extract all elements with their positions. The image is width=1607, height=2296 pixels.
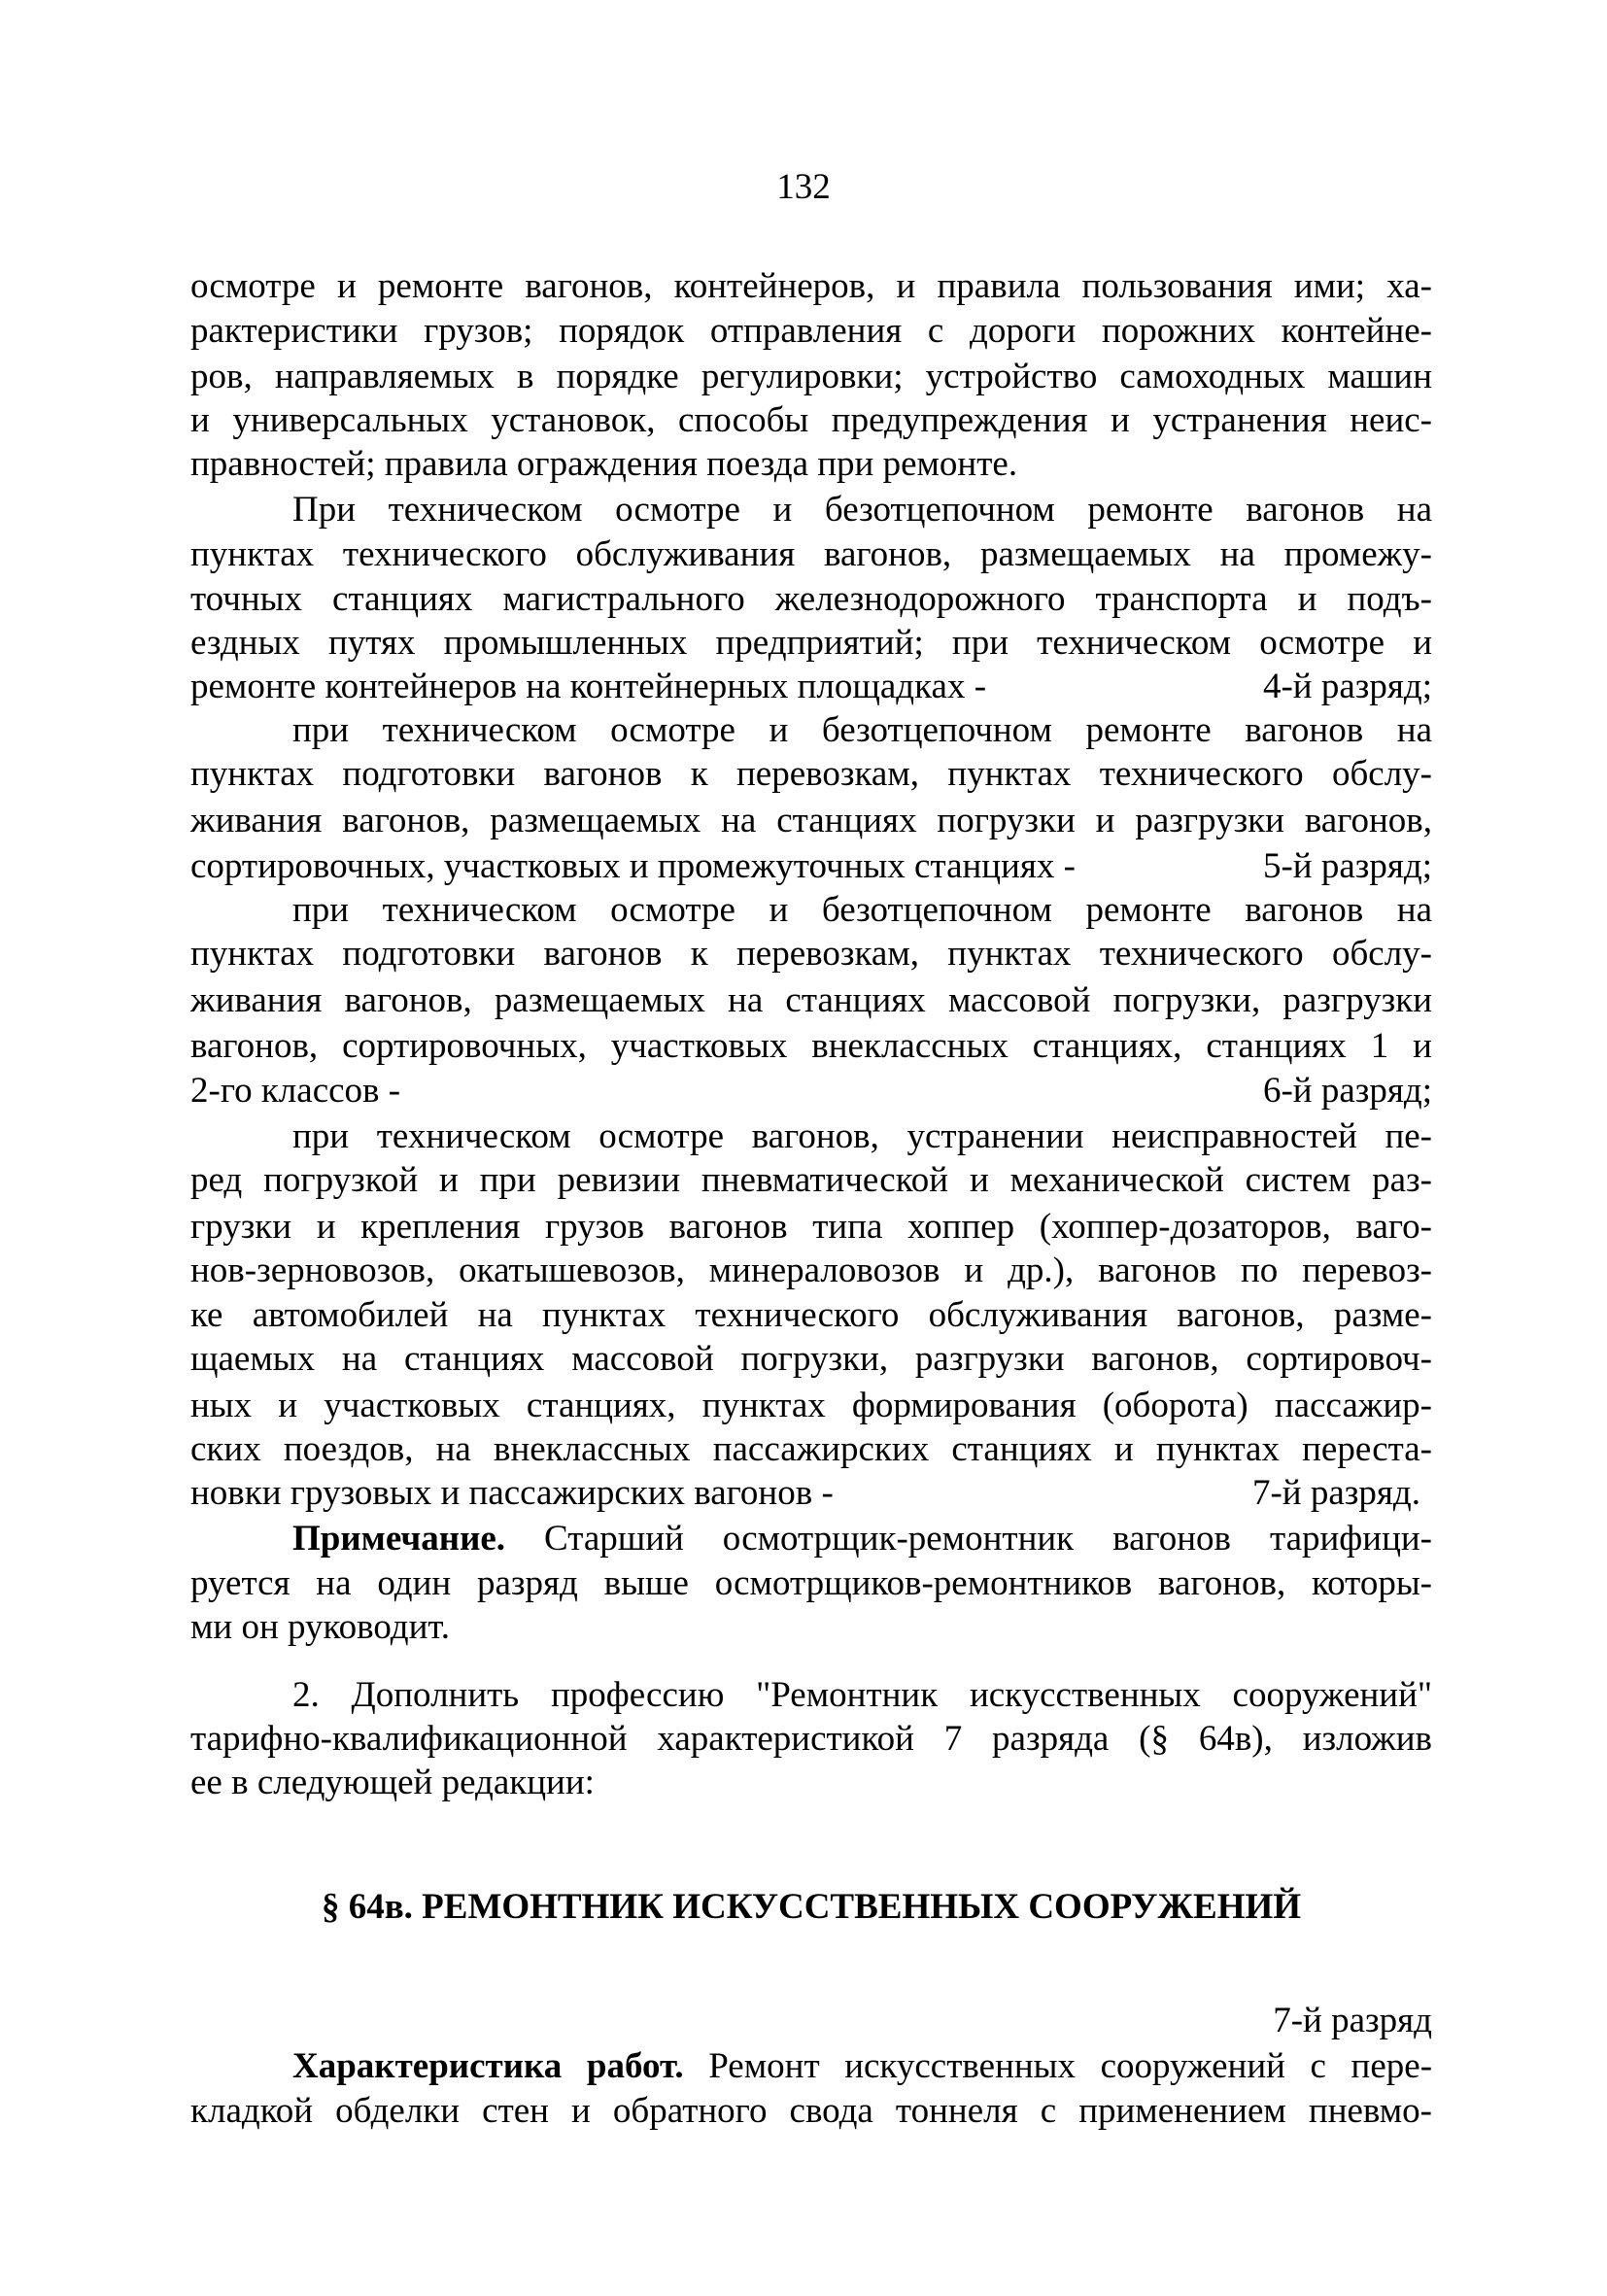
text-line: Ремонт искусственных сооружений с пере-: [708, 2046, 1433, 2086]
text-line: и универсальных установок, способы предупреждения и устранения неис-: [190, 400, 1432, 440]
section-heading: § 64в. РЕМОНТНИК ИСКУССТВЕННЫХ СООРУЖЕНИЙ: [321, 1887, 1302, 1927]
text-line: ских поездов, на внеклассных пассажирских станциях и пунктах переста-: [190, 1429, 1432, 1469]
note-line: [292, 1517, 1432, 1561]
note-label: Примечание.: [292, 1519, 506, 1559]
text-line: при техническом осмотре вагонов, устранении неисправностей пе-: [292, 1116, 1432, 1156]
rank-line: [190, 844, 1432, 889]
text-line: при техническом осмотре и безотцепочном ремонте вагонов на: [292, 890, 1432, 930]
section-rank: 7-й разряд: [1273, 2001, 1432, 2040]
text-line: рактеристики грузов; порядок отправления с дороги порожних контейне-: [190, 311, 1432, 351]
text-line: ред погрузкой и при ревизии пневматической и механической систем раз-: [190, 1160, 1432, 1200]
text-line: Старший осмотрщик-ремонтник вагонов тарифици-: [544, 1519, 1433, 1559]
rank-line: [190, 1471, 1420, 1516]
text-line: руется на один разряд выше осмотрщиков-ремонтников вагонов, которы-: [190, 1563, 1432, 1603]
rank-line: [190, 1069, 1432, 1114]
text-line: пунктах подготовки вагонов к перевозкам, пунктах технического обслу-: [190, 934, 1432, 974]
text-line: ке автомобилей на пунктах технического обслуживания вагонов, разме-: [190, 1295, 1432, 1335]
text-line: при техническом осмотре и безотцепочном ремонте вагонов на: [292, 710, 1432, 750]
text-line: кладкой обделки стен и обратного свода тоннеля с применением пневмо-: [190, 2091, 1432, 2131]
work-label: Характеристика работ.: [292, 2046, 684, 2086]
text-line: При техническом осмотре и безотцепочном ремонте вагонов на: [292, 490, 1432, 530]
rank-line: [190, 665, 1432, 709]
text-line: 2. Дополнить профессию "Ремонтник искусственных сооружений": [292, 1675, 1432, 1715]
text-line: осмотре и ремонте вагонов, контейнеров, и правила пользования ими; ха-: [190, 266, 1432, 306]
work-line: [292, 2044, 1432, 2089]
text-line: пунктах подготовки вагонов к перевозкам, пунктах технического обслу-: [190, 754, 1432, 794]
text-line: вагонов, сортировочных, участковых внеклассных станциях, станциях 1 и: [190, 1026, 1432, 1066]
text-line: щаемых на станциях массовой погрузки, разгрузки вагонов, сортировоч-: [190, 1339, 1432, 1379]
text-line: живания вагонов, размещаемых на станциях массовой погрузки, разгрузки: [190, 980, 1432, 1020]
text-line: ров, направляемых в порядке регулировки; устройство самоходных машин: [190, 357, 1432, 396]
text-line: пунктах технического обслуживания вагонов, размещаемых на промежу-: [190, 534, 1432, 574]
rank-label: 5-й разряд;: [1262, 846, 1432, 886]
text-line: сортировочных, участковых и промежуточных станциях -: [190, 846, 1076, 886]
text-line: ных и участковых станциях, пунктах формирования (оборота) пассажир-: [190, 1386, 1432, 1425]
text-line: тарифно-квалификационной характеристикой 7 разряда (§ 64в), изложив: [190, 1719, 1432, 1759]
text-line: нов-зерновозов, окатышевозов, минераловозов и др.), вагонов по перевоз-: [190, 1251, 1432, 1290]
text-line: ремонте контейнеров на контейнерных площадках -: [190, 667, 987, 706]
page-number: 132: [776, 167, 831, 207]
text-line: ездных путях промышленных предприятий; при техническом осмотре и: [190, 623, 1432, 663]
text-line: грузки и крепления грузов вагонов типа хоппер (хоппер-дозаторов, ваго-: [190, 1207, 1432, 1247]
rank-label: 6-й разряд;: [1262, 1071, 1432, 1111]
text-line: ми он руководит.: [190, 1607, 451, 1647]
rank-label: 7-й разряд.: [1251, 1473, 1420, 1513]
rank-label: 4-й разряд;: [1262, 667, 1432, 706]
text-line: новки грузовых и пассажирских вагонов -: [190, 1473, 834, 1513]
text-line: точных станциях магистрального железнодорожного транспорта и подъ-: [190, 579, 1432, 619]
text-line: правностей; правила ограждения поезда при ремонте.: [190, 444, 1018, 484]
text-line: живания вагонов, размещаемых на станциях погрузки и разгрузки вагонов,: [190, 801, 1432, 840]
text-line: ее в следующей редакции:: [190, 1763, 595, 1802]
text-line: 2-го классов -: [190, 1071, 401, 1111]
